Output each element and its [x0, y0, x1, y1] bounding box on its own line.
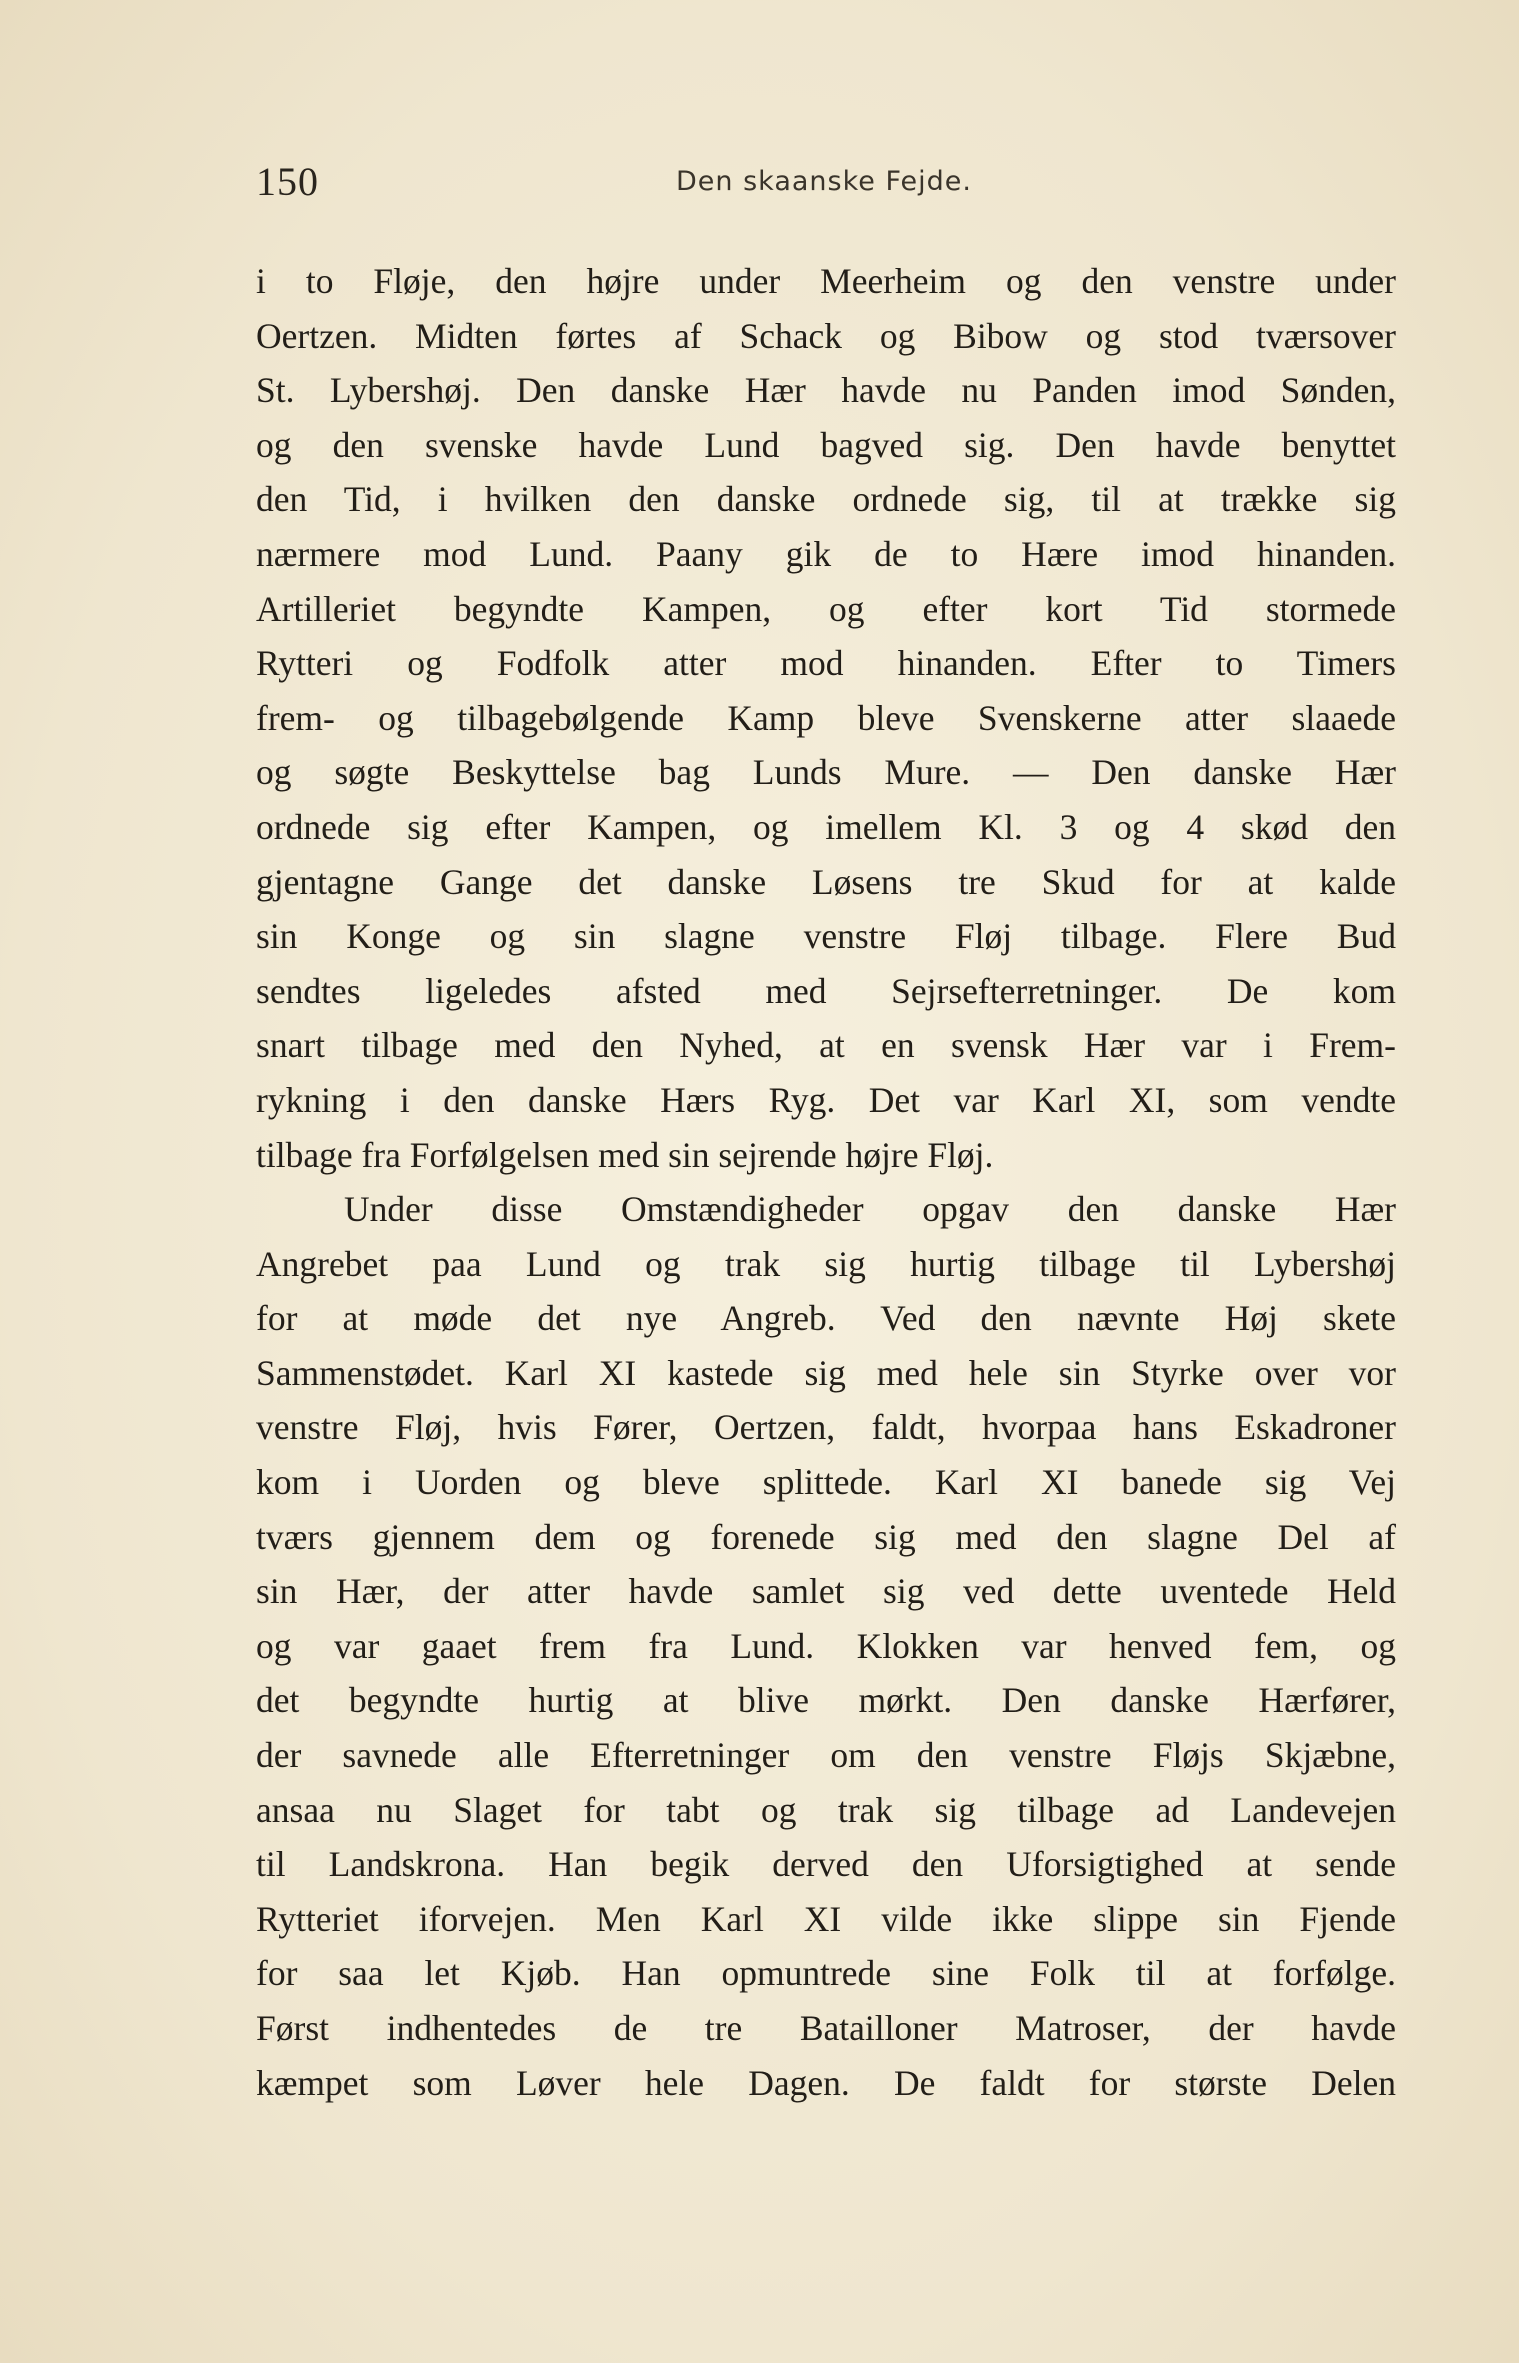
text-line: kæmpet som Løver hele Dagen. De faldt for største Delen — [256, 2062, 1396, 2103]
text-line: for saa let Kjøb. Han opmuntrede sine Folk til at forfølge. — [256, 1953, 1396, 1994]
text-line: Rytteri og Fodfolk atter mod hinanden. Efter to Timers — [256, 643, 1396, 684]
text-line: rykning i den danske Hærs Ryg. Det var Karl XI, som vendte — [256, 1079, 1396, 1120]
text-line: nærmere mod Lund. Paany gik de to Hære imod hinanden. — [256, 533, 1396, 574]
text-line: Rytteriet iforvejen. Men Karl XI vilde ikke slippe sin Fjende — [256, 1898, 1396, 1939]
text-line: tværs gjennem dem og forenede sig med den slagne Del af — [256, 1516, 1396, 1557]
text-line: ansaa nu Slaget for tabt og trak sig tilbage ad Landevejen — [256, 1789, 1396, 1830]
page-number: 150 — [256, 159, 319, 204]
text-line: kom i Uorden og bleve splittede. Karl XI banede sig Vej — [256, 1462, 1396, 1503]
text-line: Angrebet paa Lund og trak sig hurtig tilbage til Lybershøj — [256, 1243, 1396, 1284]
body-text — [256, 254, 1396, 2110]
text-line: der savnede alle Efterretninger om den venstre Fløjs Skjæbne, — [256, 1735, 1396, 1776]
text-line: Oertzen. Midten førtes af Schack og Bibow og stod tværsover — [256, 315, 1396, 356]
text-line: snart tilbage med den Nyhed, at en svensk Hær var i Frem- — [256, 1025, 1396, 1066]
text-line: sendtes ligeledes afsted med Sejrsefterretninger. De kom — [256, 970, 1396, 1011]
text-line: i to Fløje, den højre under Meerheim og den venstre under — [256, 261, 1396, 301]
text-line: til Landskrona. Han begik derved den Uforsigtighed at sende — [256, 1844, 1396, 1885]
text-line: St. Lybershøj. Den danske Hær havde nu Panden imod Sønden, — [256, 370, 1396, 411]
text-line: Først indhentedes de tre Batailloner Matroser, der havde — [256, 2008, 1396, 2048]
text-line: tilbage fra Forfølgelsen med sin sejrende højre Fløj. — [256, 1134, 994, 1175]
paragraph-start-line: Under disse Omstændigheder opgav den danske Hær — [344, 1189, 1396, 1230]
text-line: og var gaaet frem fra Lund. Klokken var henved fem, og — [256, 1625, 1396, 1666]
text-line: frem- og tilbagebølgende Kamp bleve Svenskerne atter slaaede — [256, 697, 1396, 738]
page-header — [256, 158, 1396, 208]
text-line: og den svenske havde Lund bagved sig. Den havde benyttet — [256, 424, 1396, 465]
text-line: sin Hær, der atter havde samlet sig ved dette uventede Held — [256, 1571, 1396, 1612]
text-line: Artilleriet begyndte Kampen, og efter kort Tid stormede — [256, 588, 1396, 629]
text-line: for at møde det nye Angreb. Ved den nævnte Høj skete — [256, 1298, 1396, 1339]
text-line: gjentagne Gange det danske Løsens tre Skud for at kalde — [256, 861, 1396, 902]
text-line: venstre Fløj, hvis Fører, Oertzen, faldt, hvorpaa hans Eskadroner — [256, 1407, 1396, 1448]
running-title: Den skaanske Fejde. — [676, 166, 972, 197]
text-line: det begyndte hurtig at blive mørkt. Den danske Hærfører, — [256, 1680, 1396, 1721]
text-line: ordnede sig efter Kampen, og imellem Kl. 3 og 4 skød den — [256, 806, 1396, 847]
text-line: Sammenstødet. Karl XI kastede sig med hele sin Styrke over vor — [256, 1352, 1396, 1393]
text-line: sin Konge og sin slagne venstre Fløj tilbage. Flere Bud — [256, 916, 1396, 957]
text-line: og søgte Beskyttelse bag Lunds Mure. — Den danske Hær — [256, 752, 1396, 793]
text-line: den Tid, i hvilken den danske ordnede sig, til at trække sig — [256, 479, 1396, 520]
